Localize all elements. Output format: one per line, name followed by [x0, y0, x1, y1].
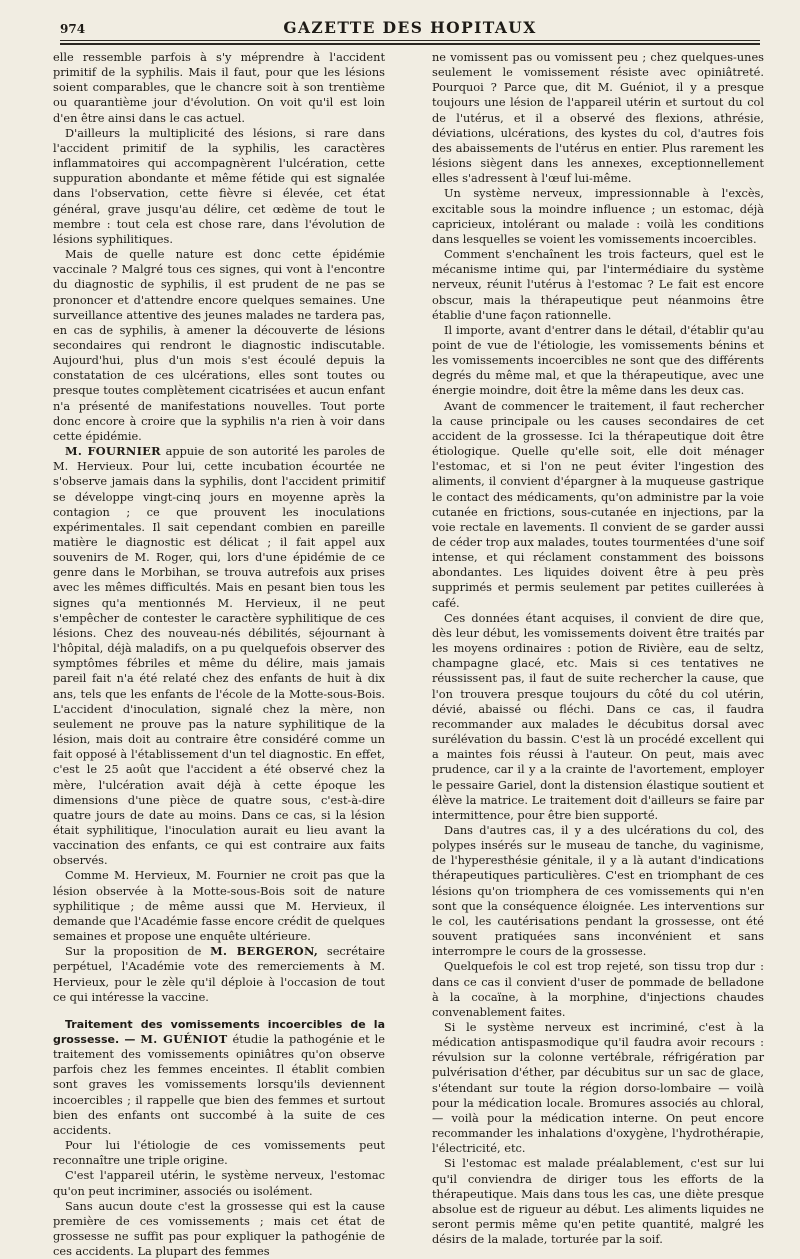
paragraph: Un système nerveux, impressionnable à l'excès, excitable sous la moindre influence ; un estomac, déjà capricieux, intolérant ou malade : voilà les conditions dans lesquelles se voient les vomissements incoercibles. [432, 186, 764, 246]
paragraph [53, 444, 385, 868]
paragraph: Dans d'autres cas, il y a des ulcérations du col, des polypes insérés sur le museau de tanche, du vaginisme, de l'hyperesthésie génitale, il y a là autant d'indications thérapeutiques particulières. C'est en triomphant de ces lésions qu'on triomphera de ces vomissements qui n'en sont que la conséquence éloignée. Les interventions sur le col, les cautérisations pendant la grossesse, ont été souvent pratiquées sans inconvénient et sans interrompre le cours de la grossesse. [432, 822, 764, 959]
paragraph: elle ressemble parfois à s'y méprendre à l'accident primitif de la syphilis. Mais il faut, pour que les lésions soient comparables, que le chancre soit à son trentième ou quarantième jour d'évolution. On voit qu'il est loin d'en être ainsi dans le cas actuel. [53, 50, 385, 125]
paragraph-text: appuie de son autorité les paroles de M. Hervieux. Pour lui, cette incubation écourtée ne s'observe jamais dans la syphilis, dont l'accident primitif se développe vingt-cinq jours en moyenne après la contagion ; ce que prouvent les inoculations expérimentales. Il sait cependant combien en pareille matière le diagnostic est délicat ; il fait appel aux souvenirs de M. Roger, qui, lors d'une épidémie de ce genre dans le Morbihan, se trouva autrefois aux prises avec les mêmes difficultés. Mais en pesant bien tous les signes qu'a mentionnés M. Hervieux, il ne peut s'empêcher de contester le caractère syphilitique de ces lésions. Chez des nouveau-nés débilités, séjournant à l'hôpital, déjà maladifs, on a pu quelquefois observer des symptômes fébriles et même du délire, mais jamais pareil fait n'a été relaté chez des enfants de huit à dix ans, tels que les enfants de l'école de la Motte-sous-Bois. L'accident d'inoculation, signalé chez la mère, non seulement ne prouve pas la nature syphilitique de la lésion, mais doit au contraire être considéré comme un fait opposé à l'établissement d'un tel diagnostic. En effet, c'est le 25 août que l'accident a été observé chez la mère, l'ulcération avait déjà à cette époque les dimensions d'une pièce de quatre sous, c'est-à-dire quatre jours de date au moins. Dans ce cas, si la lésion était syphilitique, l'inoculation aurait eu lieu avant la vaccination des enfants, ce qui est contraire aux faits observés. [53, 444, 385, 868]
header-rule-thin [60, 40, 760, 41]
paragraph: Il importe, avant d'entrer dans le détail, d'établir qu'au point de vue de l'étiologie, les vomissements bénins et les vomissements incoercibles ne sont que des différents degrés du même mal, et que la thérapeutique, avec une énergie moindre, doit être la même dans les deux cas. [432, 322, 764, 398]
paragraph-text: Sur la proposition de [65, 944, 202, 959]
paragraph-text: secrétaire perpétuel, l'Académie vote des remerciements à M. Hervieux, pour le zèle qu'il déploie à l'occasion de tout ce qui intéresse la vaccine. [53, 944, 385, 1004]
speaker-name: M. GUÉNIOT [140, 1032, 228, 1046]
paragraph: Quelquefois le col est trop rejeté, son tissu trop dur : dans ce cas il convient d'user de pommade de belladone à la cocaïne, à la morphine, d'injections chaudes convenablement faites. [432, 959, 764, 1019]
paragraph: Avant de commencer le traitement, il faut rechercher la cause principale ou les causes secondaires de cet accident de la grossesse. Ici la thérapeutique doit être étiologique. Quelle qu'elle soit, elle doit ménager l'estomac, et si l'on ne peut éviter l'ingestion des aliments, il convient d'épargner à la muqueuse gastrique le contact des médicaments, qu'on administre par la voie cutanée en frictions, sous-cutanée en injections, par la voie rectale en lavements. Il convient de se garder aussi de céder trop aux malades, toutes tourmentées d'une soif intense, et qui réclament constamment des boissons abondantes. Les liquides doivent être à peu près supprimés et permis seulement par petites cuillerées à café. [432, 398, 764, 610]
speaker-name: M. BERGERON, [210, 944, 319, 959]
paragraph: D'ailleurs la multiplicité des lésions, si rare dans l'accident primitif de la syphilis, les caractères inflammatoires qui accompagnèrent l'ulcération, cette suppuration abondante et même fétide qui est signalée dans l'observation, cette fièvre si élevée, cet état général, grave jusqu'au délire, cet œdème de tout le membre : tout cela est chose rare, dans l'évolution de lésions syphilitiques. [53, 125, 385, 246]
paragraph: Mais de quelle nature est donc cette épidémie vaccinale ? Malgré tous ces signes, qui vont à l'encontre du diagnostic de syphilis, il est prudent de ne pas se prononcer et d'attendre encore quelques semaines. Une surveillance attentive des jeunes malades ne tardera pas, en cas de syphilis, à amener la découverte de lésions secondaires qui rendront le diagnostic indiscutable. Aujourd'hui, plus d'un mois s'est écoulé depuis la constatation de ces ulcérations, elles sont toutes ou presque toutes complètement cicatrisées et aucun enfant n'a présenté de manifestations nouvelles. Tout porte donc encore à croire que la syphilis n'a rien à voir dans cette épidémie. [53, 247, 385, 443]
page-header [60, 18, 760, 42]
paragraph: Si le système nerveux est incriminé, c'est à la médication antispasmodique qu'il faudra avoir recours : révulsion sur la colonne vertébrale, réfrigération par pulvérisation d'éther, par décubitus sur un sac de glace, s'étendant sur toute la région dorso-lombaire — voilà pour la médication locale. Bromures associés au chloral, — voilà pour la médication interne. On peut encore recommander les inhalations d'oxygène, l'hydrothérapie, l'électricité, etc. [432, 1020, 764, 1156]
paragraph-text: étudie la pathogénie et le traitement des vomissements opiniâtres qu'on observe parfois chez les femmes enceintes. Il établit combien sont graves les vomissements lorsqu'ils deviennent incoercibles ; il rappelle que bien des femmes et surtout bien des enfants ont succombé à la suite de ces accidents. [53, 1032, 386, 1137]
paragraph: Si l'estomac est malade préalablement, c'est sur lui qu'il conviendra de diriger tous les efforts de la thérapeutique. Mais dans tous les cas, une diète presque absolue est de rigueur au début. Les aliments liquides ne seront permis même qu'en petite quantité, malgré les désirs de la malade, torturée par la soif. [432, 1156, 764, 1247]
header-rule-thick [60, 43, 760, 45]
speaker-name: M. FOURNIER [65, 444, 161, 459]
paragraph [53, 944, 385, 1005]
section-heading: Traitement des vomissements incoercibles de la grossesse. — [53, 1017, 385, 1046]
section-paragraph [53, 1017, 385, 1138]
paragraph: Comme M. Hervieux, M. Fournier ne croit pas que la lésion observée à la Motte-sous-Bois soit de nature syphilitique ; de même aussi que M. Hervieux, il demande que l'Académie fasse encore crédit de quelques semaines et propose une enquête ultérieure. [53, 868, 385, 944]
page-number: 974 [60, 22, 86, 36]
paragraph: ne vomissent pas ou vomissent peu ; chez quelques-unes seulement le vomissement résiste avec opiniâtreté. Pourquoi ? Parce que, dit M. Guéniot, il y a presque toujours une lésion de l'appareil utérin et surtout du col de l'utérus, et il a observé des flexions, athrésie, déviations, ulcérations, des kystes du col, d'autres fois des abaissements de l'utérus en entier. Plus rarement les lésions siègent dans les annexes, exceptionnellement elles s'adressent à l'œuf lui-même. [432, 50, 764, 186]
paragraph: Sans aucun doute c'est la grossesse qui est la cause première de ces vomissements ; mais cet état de grossesse ne suffit pas pour expliquer la pathogénie de ces accidents. La plupart des femmes [53, 1198, 385, 1259]
journal-title: GAZETTE DES HOPITAUX [283, 18, 537, 37]
right-column [432, 50, 764, 1247]
left-column [53, 50, 386, 1259]
paragraph: Ces données étant acquises, il convient de dire que, dès leur début, les vomissements doivent être traités par les moyens ordinaires : potion de Rivière, eau de seltz, champagne glacé, etc. Mais si ces tentatives ne réussissent pas, il faut de suite rechercher la cause, que l'on trouvera presque toujours du côté du col utérin, dévié, abaissé ou fléchi. Dans ce cas, il faudra recommander aux malades le décubitus dorsal avec surélévation du bassin. C'est là un procédé excellent qui a maintes fois réussi à l'auteur. On peut, mais avec prudence, car il y a la crainte de l'avortement, employer le pessaire Gariel, dont la distension élastique soutient et élève la matrice. Le traitement doit d'ailleurs se faire par intermittence, pour être bien supporté. [432, 610, 764, 822]
paragraph: Comment s'enchaînent les trois facteurs, quel est le mécanisme intime qui, par l'intermédiaire du système nerveux, réunit l'utérus à l'estomac ? Le fait est encore obscur, mais la thérapeutique peut néanmoins être établie d'une façon rationnelle. [432, 247, 764, 322]
paragraph: Pour lui l'étiologie de ces vomissements peut reconnaître une triple origine. [53, 1138, 385, 1168]
paragraph: C'est l'appareil utérin, le système nerveux, l'estomac qu'on peut incriminer, associés ou isolément. [53, 1168, 385, 1198]
